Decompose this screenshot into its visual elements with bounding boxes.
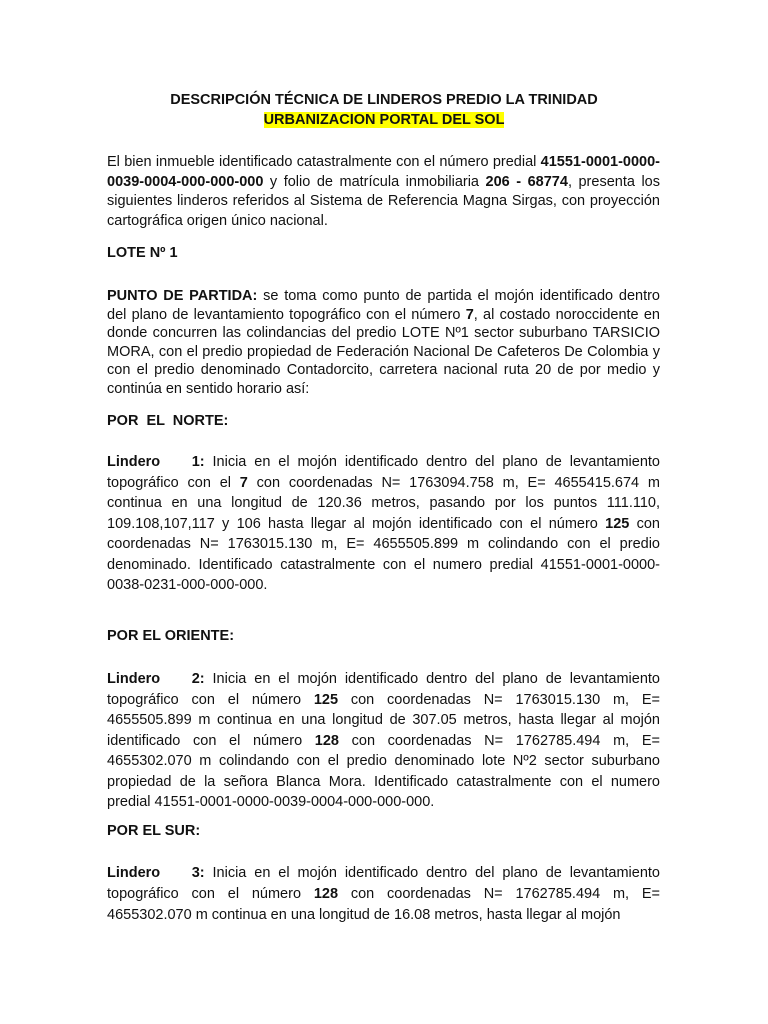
punto-run-2: 7 [465, 306, 474, 323]
lindero-2-paragraph [107, 669, 660, 813]
lindero1-run-1: Inicia en el mojón identificado dentro del plano de levantamiento topográfico con el [107, 454, 660, 491]
norte-heading: POR EL NORTE: [107, 413, 229, 429]
lindero-3-paragraph [107, 863, 660, 926]
lindero3-run-1: Inicia en el mojón identificado dentro del plano de levantamiento topográfico con el número [107, 865, 660, 902]
punto-run-1: se toma como punto de partida el mojón identificado dentro del plano de levantamiento topográfico con el número [107, 288, 660, 323]
subtitle-highlight: URBANIZACION PORTAL DEL SOL [263, 112, 505, 128]
lindero2-run-2: 125 [313, 691, 339, 708]
punto-run-3: , al costado noroccidente en donde concurren las colindancias del predio LOTE Nº1 sector suburbano TARSICIO MORA, con el predio propiedad de Federación Nacional De Cafeteros De Colombia y con el predio denominado Contadorcito, carretera nacional ruta 20 de por medio y continúa en sentido horario así: [107, 306, 660, 397]
document-title: DESCRIPCIÓN TÉCNICA DE LINDEROS PREDIO LA TRINIDAD [170, 92, 598, 108]
lindero2-run-4: 128 [314, 732, 339, 749]
lindero3-run-2: 128 [313, 886, 339, 902]
punto-de-partida-paragraph [107, 287, 660, 399]
intro-run-3: 206 - 68774 [485, 173, 568, 190]
lindero3-run-0: Lindero 3: [107, 865, 205, 881]
document-subtitle [0, 112, 768, 128]
lindero1-run-0: Lindero 1: [107, 454, 205, 470]
punto-run-0: PUNTO DE PARTIDA: [107, 288, 258, 304]
lindero1-run-4: 125 [605, 515, 630, 532]
lindero1-run-2: 7 [239, 474, 248, 491]
oriente-heading: POR EL ORIENTE: [107, 628, 235, 644]
intro-run-2: y folio de matrícula inmobiliaria [263, 173, 486, 190]
lote-heading: LOTE Nº 1 [107, 245, 178, 261]
lindero-1-paragraph [107, 452, 660, 596]
intro-paragraph [107, 153, 660, 231]
intro-run-4: , presenta los siguientes linderos referidos al Sistema de Referencia Magna Sirgas, con proyección cartográfica origen único nacional. [107, 173, 660, 229]
lindero2-run-5: con coordenadas N= 1762785.494 m, E= 4655302.070 m colindando con el predio denominado lote Nº2 sector suburbano propiedad de la señora Blanca Mora. Identificado catastralmente con el numero predial 41551-0001-0000-0039-0004-000-000-000. [107, 732, 660, 810]
intro-run-1: 41551-0001-0000-0039-0004-000-000-000 [107, 154, 660, 190]
lindero1-run-3: con coordenadas N= 1763094.758 m, E= 4655415.674 m continua en una longitud de 120.36 metros, pasando por los puntos 111.110, 109.108,107,117 y 106 hasta llegar al mojón identificado con el número [107, 474, 660, 532]
lindero2-run-3: con coordenadas N= 1763015.130 m, E= 4655505.899 m continua en una longitud de 307.05 metros, hasta llegar al mojón identificado con el número [107, 691, 661, 749]
lindero2-run-1: Inicia en el mojón identificado dentro del plano de levantamiento topográfico con el número [107, 671, 660, 708]
lindero3-run-3: con coordenadas N= 1762785.494 m, E= 4655302.070 m continua en una longitud de 16.08 metros, hasta llegar al mojón [107, 886, 661, 923]
lindero2-run-0: Lindero 2: [107, 671, 205, 687]
lindero1-run-5: con coordenadas N= 1763015.130 m, E= 4655505.899 m colindando con el predio denominado. Identificado catastralmente con el numero predial 41551-0001-0000-0038-0231-000-000-000. [107, 515, 660, 593]
sur-heading: POR EL SUR: [107, 823, 201, 839]
intro-run-0: El bien inmueble identificado catastralmente con el número predial [107, 154, 541, 170]
